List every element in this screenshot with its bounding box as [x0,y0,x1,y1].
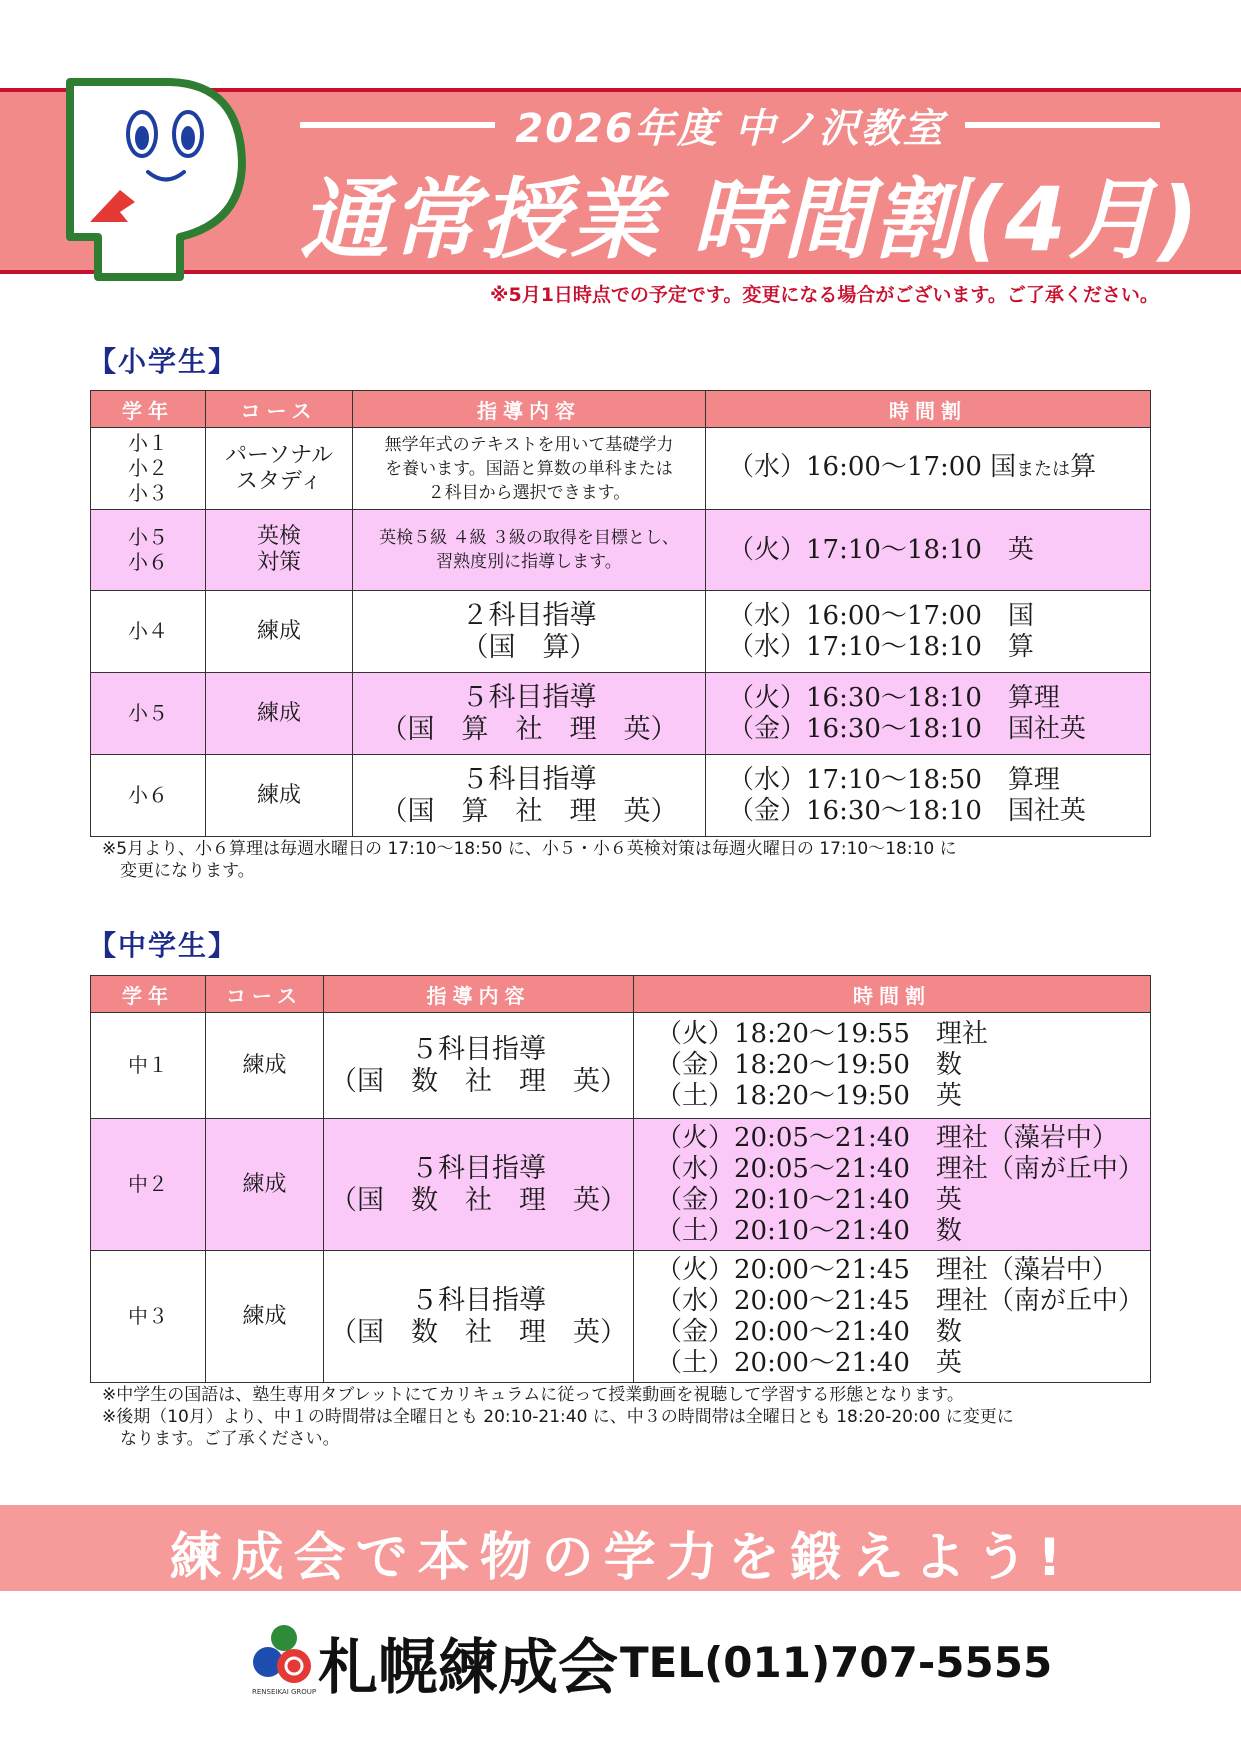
grade-label: 小１ [128,431,168,455]
schedule-line: （金）16:30～18:10 国社英 [728,713,1086,744]
table-row [91,755,1151,837]
schedule-cell [634,1119,1151,1251]
content-line: （国 数 社 理 英） [330,1184,627,1216]
content-cell [353,428,706,510]
schedule-line: （火）18:20～19:55 理社 [656,1019,988,1049]
course-label: 練成 [256,782,301,808]
course-cell: 練成 [206,1119,324,1251]
note-line: 変更になります。 [120,861,255,881]
grade-cell: 中３ [91,1251,206,1383]
schedule-line: （水）17:10～18:10 算 [728,631,1034,662]
schedule-text: （水）16:00～17:00 国 [728,452,1017,482]
subtitle-row [280,100,1180,150]
schedule-line: （火）16:30～18:10 算理 [728,682,1060,713]
org-name: 札幌練成会 [318,1633,618,1703]
header-grade: 学年 [91,391,206,428]
course-label: 対策 [256,550,301,575]
junior-note [102,1384,1014,1450]
content-line: ２科目から選択できます。 [427,482,631,503]
course-cell: 練成 [206,1251,324,1383]
section-title-junior: 【中学生】 [88,929,239,962]
table-row [91,1119,1151,1251]
schedule-cell [706,673,1151,755]
schedule-cell [706,755,1151,837]
mascot-logo-icon [60,72,250,292]
schedule-line: （金）20:10～21:40 英 [656,1184,962,1215]
grade-label: 小５ [128,525,168,549]
content-cell [353,755,706,837]
schedule-cell [706,428,1151,510]
grade-cell [91,755,206,837]
grade-label: 小６ [128,550,168,574]
schedule-line [728,452,1150,485]
course-cell: 練成 [206,1013,324,1119]
grade-cell: 中２ [91,1119,206,1251]
course-label: 練成 [256,618,301,644]
header-schedule: 時間割 [706,391,1151,428]
content-cell [353,591,706,673]
content-line: （国 算 社 理 英） [380,795,678,827]
note-line: なります。ご了承ください。 [120,1429,340,1449]
grade-label: 小６ [128,783,168,807]
header-content: 指導内容 [324,976,634,1013]
content-cell [324,1013,634,1119]
schedule-line: （金）18:20～19:50 数 [656,1050,962,1080]
table-row [91,591,1151,673]
schedule-or-text: または [1016,459,1071,480]
grade-cell [91,673,206,755]
course-label: パーソナル [224,442,334,468]
schedule-line: （水）20:00～21:45 理社（南が丘中） [656,1285,1144,1316]
content-cell [324,1251,634,1383]
page-title: 通常授業 時間割(4月) [300,168,1201,271]
course-cell [206,510,353,591]
schedule-line: （土）20:00～21:40 英 [656,1347,962,1378]
table-row [91,510,1151,591]
grade-cell [91,428,206,510]
course-cell [206,591,353,673]
schedule-line: （土）20:10～21:40 数 [656,1215,962,1246]
note-line: ※5月より、小６算理は毎週水曜日の 17:10～18:50 に、小５・小６英検対策は毎週火曜日の 17:10～18:10 に [102,839,957,859]
content-line: ５科目指導 [411,1033,546,1065]
grade-cell [91,510,206,591]
header-grade: 学年 [91,976,206,1013]
slogan: 練成会で本物の学力を鍛えよう! [169,1528,1072,1588]
junior-schedule-table [90,975,1151,1383]
header-content: 指導内容 [353,391,706,428]
schedule-cell [634,1251,1151,1383]
course-cell [206,428,353,510]
content-line: （国 算 社 理 英） [380,713,678,745]
logo-caption: RENSEIKAI GROUP [252,1688,317,1696]
elementary-schedule-table [90,390,1151,837]
subtitle: 2026年度 中ノ沢教室 [515,105,945,152]
content-line: ２科目指導 [461,599,597,631]
schedule-line: （火）20:00～21:45 理社（藻岩中） [656,1254,1118,1285]
content-line: ５科目指導 [411,1284,546,1316]
content-line: 英検５級 ４級 ３級の取得を目標とし、 [379,528,679,548]
schedule-notice: ※5月1日時点での予定です。変更になる場合がございます。ご了承ください。 [490,284,1159,306]
content-line: を養います。国語と算数の単科または [385,458,673,479]
schedule-cell [634,1013,1151,1119]
table-row [91,1013,1151,1119]
schedule-line: （水）17:10～18:50 算理 [728,764,1060,795]
table-header-row [91,976,1151,1013]
course-label: 練成 [256,700,301,726]
content-line: （国 数 社 理 英） [330,1316,627,1348]
content-line: ５科目指導 [461,763,597,795]
table-row [91,673,1151,755]
header-course: コース [206,976,324,1013]
schedule-subject: 算 [1070,452,1097,482]
table-header-row [91,391,1151,428]
header-schedule: 時間割 [634,976,1151,1013]
renseikai-logo-icon [248,1620,320,1696]
grade-cell [91,591,206,673]
content-cell [353,510,706,591]
note-line: ※後期（10月）より、中１の時間帯は全曜日とも 20:10-21:40 に、中３の時間帯は全曜日とも 18:20-20:00 に変更に [102,1407,1014,1427]
content-line: 無学年式のテキストを用いて基礎学力 [384,434,674,455]
content-line: （国 数 社 理 英） [330,1065,627,1097]
schedule-line: （土）18:20～19:50 英 [656,1081,962,1111]
content-line: 習熟度別に指導します。 [436,552,622,572]
grade-cell: 中１ [91,1013,206,1119]
schedule-line: （金）16:30～18:10 国社英 [728,795,1086,826]
schedule-line: （金）20:00～21:40 数 [656,1316,962,1347]
subtitle-line-right [965,122,1160,128]
course-cell [206,755,353,837]
note-line: ※中学生の国語は、塾生専用タブレットにてカリキュラムに従って授業動画を視聴して学習する形態となります。 [102,1385,964,1405]
phone-number: TEL(011)707-5555 [620,1638,1053,1687]
content-line: ５科目指導 [411,1152,546,1184]
schedule-cell [706,510,1151,591]
elementary-note [102,838,957,882]
table-row [91,428,1151,510]
table-row [91,1251,1151,1383]
subtitle-line-left [300,122,495,128]
content-cell [324,1119,634,1251]
grade-label: 小５ [128,701,168,725]
grade-label: 小２ [128,456,168,480]
grade-label: 小４ [128,619,168,643]
schedule-cell [706,591,1151,673]
header-course: コース [206,391,353,428]
course-cell [206,673,353,755]
grade-label: 小３ [128,481,168,505]
section-title-elementary: 【小学生】 [88,345,239,378]
schedule-line: （火）20:05～21:40 理社（藻岩中） [656,1122,1118,1153]
content-cell [353,673,706,755]
course-label: 英検 [256,524,301,549]
course-label: スタディ [235,468,323,494]
schedule-line: （火）17:10～18:10 英 [728,534,1034,565]
schedule-line: （水）16:00～17:00 国 [728,600,1034,631]
content-line: （国 算） [461,631,597,663]
schedule-line: （水）20:05～21:40 理社（南が丘中） [656,1153,1144,1184]
content-line: ５科目指導 [461,681,597,713]
